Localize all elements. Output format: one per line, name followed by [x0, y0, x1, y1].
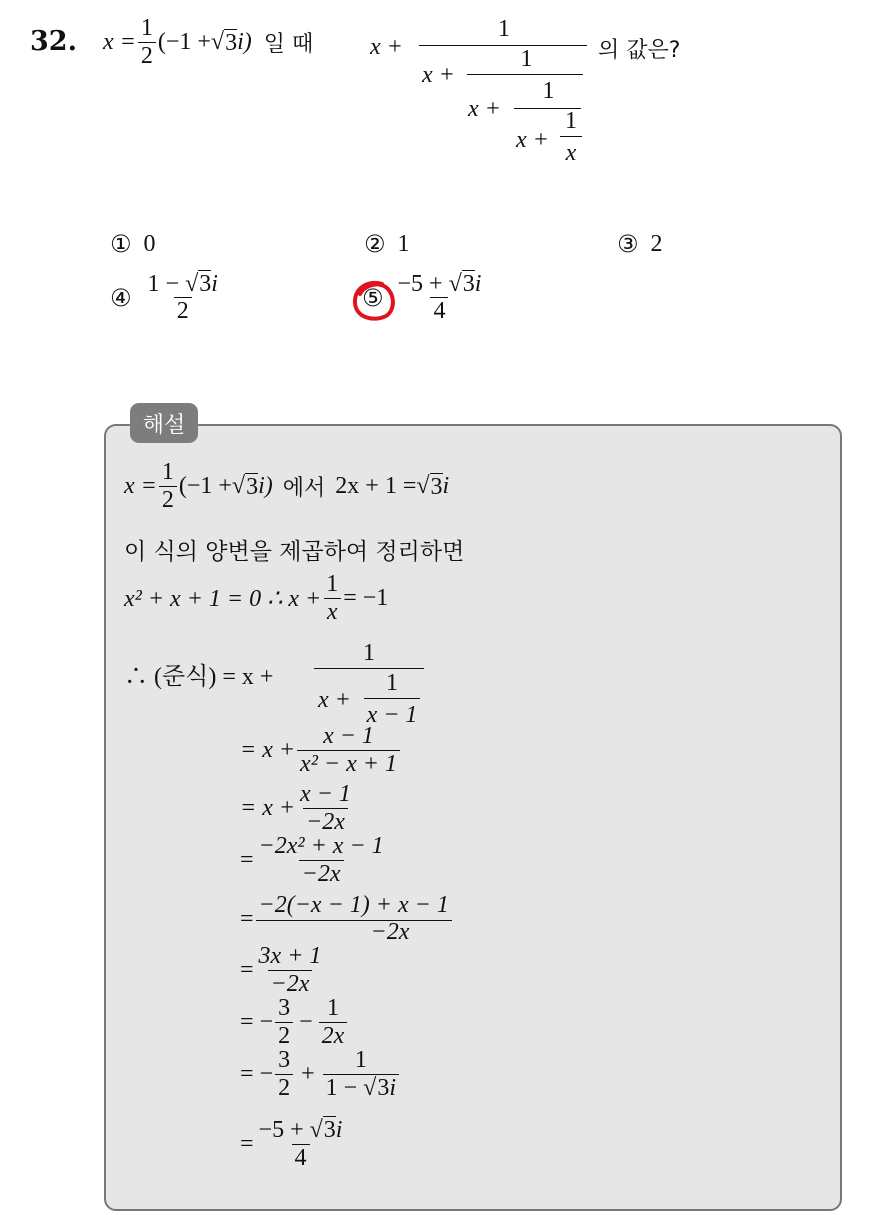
sol-l4-inner-bar: [364, 698, 420, 699]
stem-half: [138, 16, 156, 69]
sol-l10-eq: = −: [240, 1009, 274, 1036]
choice-3[interactable]: [617, 230, 663, 258]
sol-line-3: [124, 572, 388, 625]
sol-l6-eq: = x +: [240, 795, 296, 822]
cf-num-3: 1: [542, 78, 555, 104]
sol-l4-therefore: ∴ (준식) = x +: [124, 664, 274, 690]
sol-l11-b-root: 3: [377, 1075, 390, 1102]
cf-num-2: 1: [520, 46, 533, 72]
sol-l1-root: 3: [246, 473, 259, 500]
sol-l9-den: −2x: [268, 970, 313, 997]
question-stem: [103, 16, 313, 69]
sol-l5-eq: = x +: [240, 737, 296, 764]
cf-bar-4: [560, 136, 582, 137]
sol-l5-num: x − 1: [323, 723, 374, 749]
cf-x-plus-4: x +: [516, 127, 549, 153]
sol-line-10: [240, 996, 349, 1049]
sol-l1-x: x =: [124, 473, 157, 500]
c4-num-pre: 1 −: [147, 271, 186, 297]
c4-root: 3: [199, 271, 212, 297]
sol-l12-num-pre: −5 +: [258, 1117, 310, 1143]
sol-l4-inner-num: 1: [386, 670, 398, 696]
sol-l1-half-den: 2: [159, 486, 177, 513]
sol-l4-inner: x +: [318, 687, 351, 713]
sol-l1-rhs: 2x + 1 =: [335, 473, 417, 500]
sol-l8-eq: =: [240, 906, 254, 932]
sol-l10-b-den: 2x: [319, 1022, 348, 1049]
choice-3-mark: ③: [617, 230, 639, 258]
choice-3-value: 2: [650, 230, 663, 257]
choice-5-mark: ⑤: [362, 284, 384, 313]
stem-x-eq: x =: [103, 29, 136, 56]
sol-line-12: = $\frac{-5 + √3i}{4}$: [240, 1117, 343, 1172]
sol-l4-inner-den: x − 1: [366, 702, 418, 728]
sol-l1-root2: 3: [430, 473, 443, 500]
sol-l11-b-num: 1: [354, 1047, 367, 1073]
c5-i: i: [474, 271, 482, 297]
sol-line-6: [240, 782, 356, 835]
sol-line-8: [240, 892, 452, 946]
sol-l1-i: i): [258, 473, 273, 500]
sol-l11-b-i: i: [389, 1075, 397, 1102]
sol-l11-b-den-pre: 1 −: [325, 1075, 364, 1102]
sol-l1-half-num: 1: [161, 459, 174, 485]
sol-l11-mid: +: [301, 1061, 315, 1088]
choice-4-frac: $\frac{1 - √3i}{2}$: [147, 271, 218, 325]
cf-num-4: 1: [565, 108, 577, 134]
sol-l12-eq: =: [240, 1131, 254, 1158]
c5-den: 4: [430, 297, 448, 324]
sol-l9-eq: =: [240, 957, 254, 984]
choice-1-mark: ①: [110, 230, 132, 258]
sol-l1-ko: 에서: [282, 476, 326, 502]
half-den: 2: [138, 42, 156, 69]
cf-x-plus-outer: x +: [370, 34, 403, 60]
sqrt-symbol: √: [210, 29, 225, 56]
cf-x-plus-2: x +: [422, 62, 455, 88]
cf-num-1: 1: [498, 16, 510, 42]
sol-l3-num: 1: [326, 571, 339, 597]
sol-l5-den: x² − x + 1: [297, 750, 400, 777]
solution-tag: 해설: [130, 403, 198, 443]
sol-l4-bar: [314, 668, 424, 669]
stem-paren-left: (−1 +: [157, 29, 211, 56]
sol-l10-a-num: 3: [278, 995, 291, 1021]
stem-root: 3: [225, 29, 238, 56]
sol-l7-eq: =: [240, 847, 254, 874]
stem-when: 일 때: [263, 32, 314, 58]
c4-i: i: [211, 271, 218, 297]
sol-l6-den: −2x: [303, 808, 348, 835]
choice-2[interactable]: [364, 230, 410, 258]
sol-line-5: [240, 724, 402, 777]
sol-l10-mid: −: [299, 1009, 313, 1036]
sol-line-7: [240, 834, 389, 887]
sol-line-9: [240, 944, 326, 997]
sol-l4-num: 1: [363, 640, 375, 666]
sol-l7-den: −2x: [299, 860, 344, 887]
choice-4-mark: ④: [110, 284, 132, 313]
sol-l11-a-den: 2: [275, 1074, 293, 1101]
sol-line-11: = − $\frac{3}{2}$ + $\frac{1}{1 - √3i}$: [240, 1048, 401, 1101]
stem-value: 의 값은?: [598, 38, 681, 63]
sol-line-2: 이 식의 양변을 제곱하여 정리하면: [124, 539, 465, 565]
sol-l11-eq: = −: [240, 1061, 274, 1088]
sol-l3-lhs: x² + x + 1 = 0 ∴ x +: [124, 586, 322, 613]
stem-i: i): [237, 29, 252, 56]
sol-l11-a-num: 3: [278, 1047, 291, 1073]
sol-l8-num: −2(−x − 1) + x − 1: [258, 892, 449, 918]
cf-x-plus-3: x +: [468, 96, 501, 122]
choice-2-value: 1: [397, 230, 410, 257]
sol-l12-root: 3: [323, 1117, 336, 1143]
selected-answer-circle-icon: [348, 276, 404, 328]
choice-4[interactable]: [110, 272, 224, 324]
choice-1-value: 0: [143, 230, 156, 257]
c4-den: 2: [174, 297, 192, 324]
sol-l10-b-num: 1: [326, 995, 339, 1021]
choice-5-frac: $\frac{-5 + √3i}{4}$: [397, 271, 482, 325]
c5-root: 3: [462, 271, 475, 297]
sol-l6-num: x − 1: [300, 781, 351, 807]
cf-bar-2: [467, 74, 583, 75]
sol-l10-a-den: 2: [275, 1022, 293, 1049]
sol-l7-num: −2x² + x − 1: [258, 833, 384, 859]
sol-l12-den: 4: [292, 1144, 310, 1171]
sol-l3-rhs: = −1: [343, 585, 389, 612]
cf-den-4: x: [565, 140, 577, 166]
question-number: 32.: [30, 26, 77, 57]
choice-1[interactable]: [110, 230, 156, 258]
sol-l1-paren: (−1 +: [178, 473, 232, 500]
sol-l9-num: 3x + 1: [258, 943, 322, 969]
c5-num-pre: −5 +: [397, 271, 449, 297]
sol-l3-den: x: [324, 598, 341, 625]
choice-2-mark: ②: [364, 230, 386, 258]
sol-l12-i: i: [335, 1117, 343, 1143]
sol-line-1: x = $\frac{1}{2}$ (−1 + √ 3 i) 에서 2x + 1 = √ 3 i: [124, 459, 450, 514]
sol-l8-den: −2x: [370, 919, 410, 945]
half-num: 1: [140, 15, 153, 41]
